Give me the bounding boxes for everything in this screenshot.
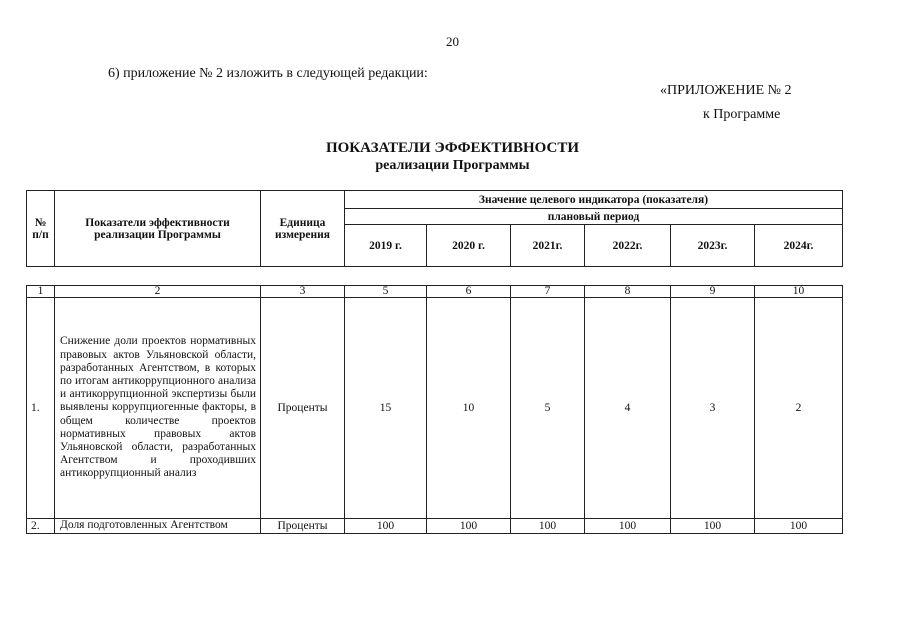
row-number: 1.	[27, 298, 55, 519]
header-year: 2019 г.	[345, 225, 427, 267]
value-cell: 10	[427, 298, 511, 519]
value-cell: 5	[511, 298, 585, 519]
header-year: 2021г.	[511, 225, 585, 267]
table-row	[27, 519, 843, 534]
header-unit: Единица измерения	[261, 191, 345, 267]
document-title	[0, 139, 905, 175]
value-cell: 2	[755, 298, 843, 519]
indicator-text: Снижение доли проектов нормативных правовых актов Ульяновской области, разработанных Агентством, в которых по итогам антикоррупционного анализа и антикоррупционной экспертизы были выявлены коррупциогенные факторы, в общем количестве проектов нормативных правовых актов Ульяновской области, разработанных Агентством и проходивших антикоррупционный анализ	[55, 298, 261, 519]
row-number: 2.	[27, 519, 55, 534]
indicator-text: Доля подготовленных Агентством	[55, 519, 261, 534]
value-cell: 100	[585, 519, 671, 534]
column-number: 1	[27, 286, 55, 298]
value-cell: 100	[511, 519, 585, 534]
header-year: 2024г.	[755, 225, 843, 267]
column-number: 9	[671, 286, 755, 298]
column-number: 6	[427, 286, 511, 298]
unit-cell: Проценты	[261, 519, 345, 534]
value-cell: 100	[755, 519, 843, 534]
column-number: 2	[55, 286, 261, 298]
table-row	[27, 298, 843, 519]
header-year: 2022г.	[585, 225, 671, 267]
column-number: 10	[755, 286, 843, 298]
header-period-group: плановый период	[345, 209, 843, 225]
intro-line: 6) приложение № 2 изложить в следующей редакции:	[108, 66, 428, 81]
column-number: 7	[511, 286, 585, 298]
document-title-line1: ПОКАЗАТЕЛИ ЭФФЕКТИВНОСТИ	[325, 140, 580, 156]
appendix-subtitle: к Программе	[703, 107, 781, 122]
header-year: 2020 г.	[427, 225, 511, 267]
header-value-group: Значение целевого индикатора (показателя)	[345, 191, 843, 209]
column-number: 5	[345, 286, 427, 298]
value-cell: 3	[671, 298, 755, 519]
page-number: 20	[446, 34, 459, 49]
value-cell: 15	[345, 298, 427, 519]
header-num: № п/п	[27, 191, 55, 267]
header-year: 2023г.	[671, 225, 755, 267]
value-cell: 100	[345, 519, 427, 534]
indicators-table-header	[26, 190, 843, 267]
column-number: 3	[261, 286, 345, 298]
document-title-line2: реализации Программы	[375, 158, 530, 173]
unit-cell: Проценты	[261, 298, 345, 519]
appendix-title: «ПРИЛОЖЕНИЕ № 2	[660, 83, 792, 98]
header-indicator: Показатели эффективности реализации Программы	[55, 191, 261, 267]
value-cell: 4	[585, 298, 671, 519]
value-cell: 100	[427, 519, 511, 534]
column-number: 8	[585, 286, 671, 298]
value-cell: 100	[671, 519, 755, 534]
column-number-row	[27, 286, 843, 298]
indicators-table-body	[26, 285, 843, 534]
